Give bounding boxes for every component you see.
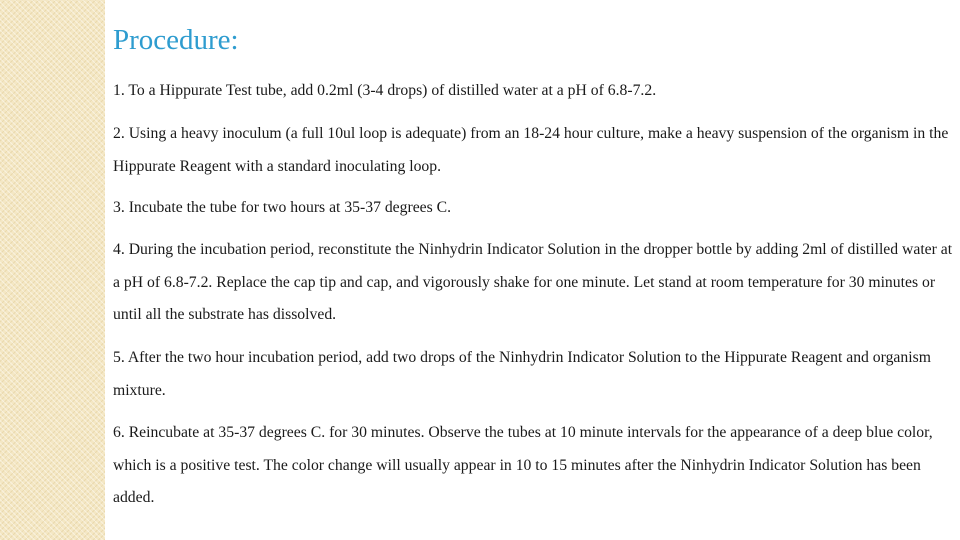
slide-title: Procedure:: [113, 24, 239, 56]
procedure-step-6: 6. Reincubate at 35-37 degrees C. for 30 minutes. Observe the tubes at 10 minute intervals for the appearance of a deep blue color, which is a positive test. The color change will usually appear in 10 to 15 minutes after the Ninhydrin Indicator Solution has been added.: [113, 424, 933, 506]
procedure-step-3: 3. Incubate the tube for two hours at 35-37 degrees C.: [113, 199, 452, 216]
procedure-step-2: 2. Using a heavy inoculum (a full 10ul loop is adequate) from an 18-24 hour culture, make a heavy suspension of the organism in the Hippurate Reagent with a standard inoculating loop.: [113, 125, 949, 175]
procedure-step-4: 4. During the incubation period, reconstitute the Ninhydrin Indicator Solution in the dropper bottle by adding 2ml of distilled water at a pH of 6.8-7.2. Replace the cap tip and cap, and vigorously shake for one minute. Let stand at room temperature for 30 minutes or until all the substrate has dissolved.: [113, 241, 953, 323]
slide-content: [113, 22, 955, 506]
decorative-side-strip: [0, 0, 105, 540]
procedure-step-5: 5. After the two hour incubation period, add two drops of the Ninhydrin Indicator Solution to the Hippurate Reagent and organism mixture.: [113, 349, 931, 399]
procedure-step-1: 1. To a Hippurate Test tube, add 0.2ml (3-4 drops) of distilled water at a pH of 6.8-7.2.: [113, 82, 657, 99]
